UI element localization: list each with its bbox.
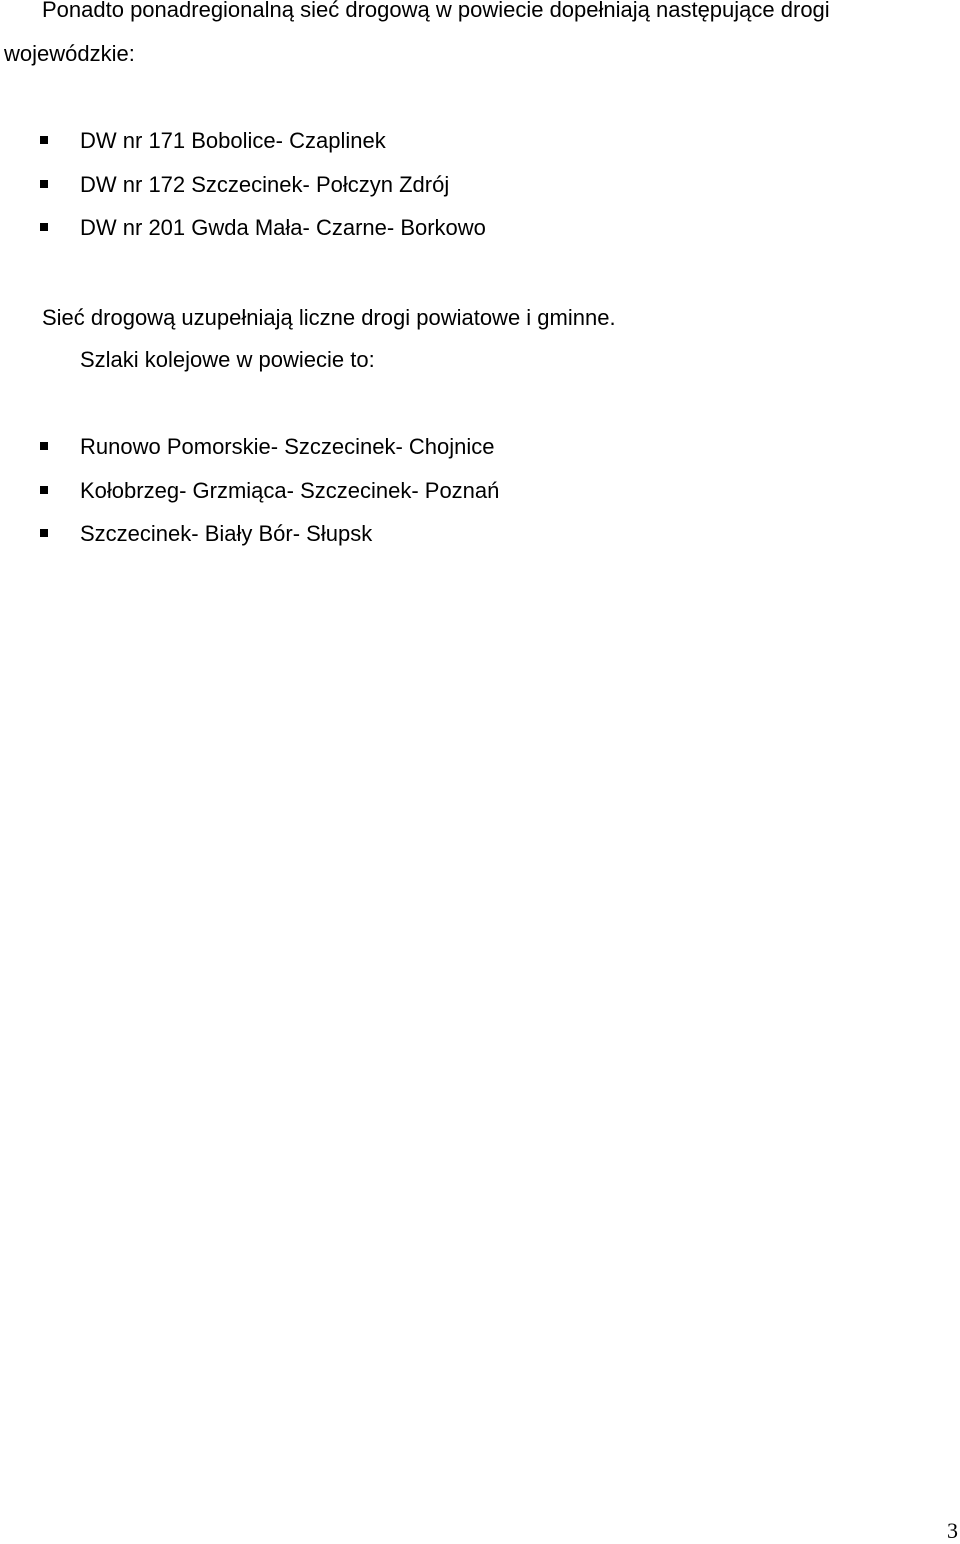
square-bullet-icon — [40, 442, 48, 450]
square-bullet-icon — [40, 529, 48, 537]
rail-item-text: Runowo Pomorskie- Szczecinek- Chojnice — [80, 434, 495, 459]
road-item-text: DW nr 172 Szczecinek- Połczyn Zdrój — [80, 172, 450, 197]
square-bullet-icon — [40, 486, 48, 494]
rail-item-text: Kołobrzeg- Grzmiąca- Szczecinek- Poznań — [80, 478, 500, 503]
intro-line-1: Ponadto ponadregionalną sieć drogową w powiecie dopełniają następujące drogi — [42, 0, 830, 22]
rail-intro: Szlaki kolejowe w powiecie to: — [80, 347, 375, 372]
square-bullet-icon — [40, 180, 48, 188]
road-item-text: DW nr 171 Bobolice- Czaplinek — [80, 128, 386, 153]
intro-line-2: wojewódzkie: — [4, 41, 135, 66]
square-bullet-icon — [40, 136, 48, 144]
square-bullet-icon — [40, 223, 48, 231]
rail-item-text: Szczecinek- Biały Bór- Słupsk — [80, 521, 373, 546]
network-paragraph: Sieć drogową uzupełniają liczne drogi powiatowe i gminne. — [42, 305, 616, 330]
page-number: 3 — [947, 1518, 958, 1543]
road-item-text: DW nr 201 Gwda Mała- Czarne- Borkowo — [80, 215, 486, 240]
